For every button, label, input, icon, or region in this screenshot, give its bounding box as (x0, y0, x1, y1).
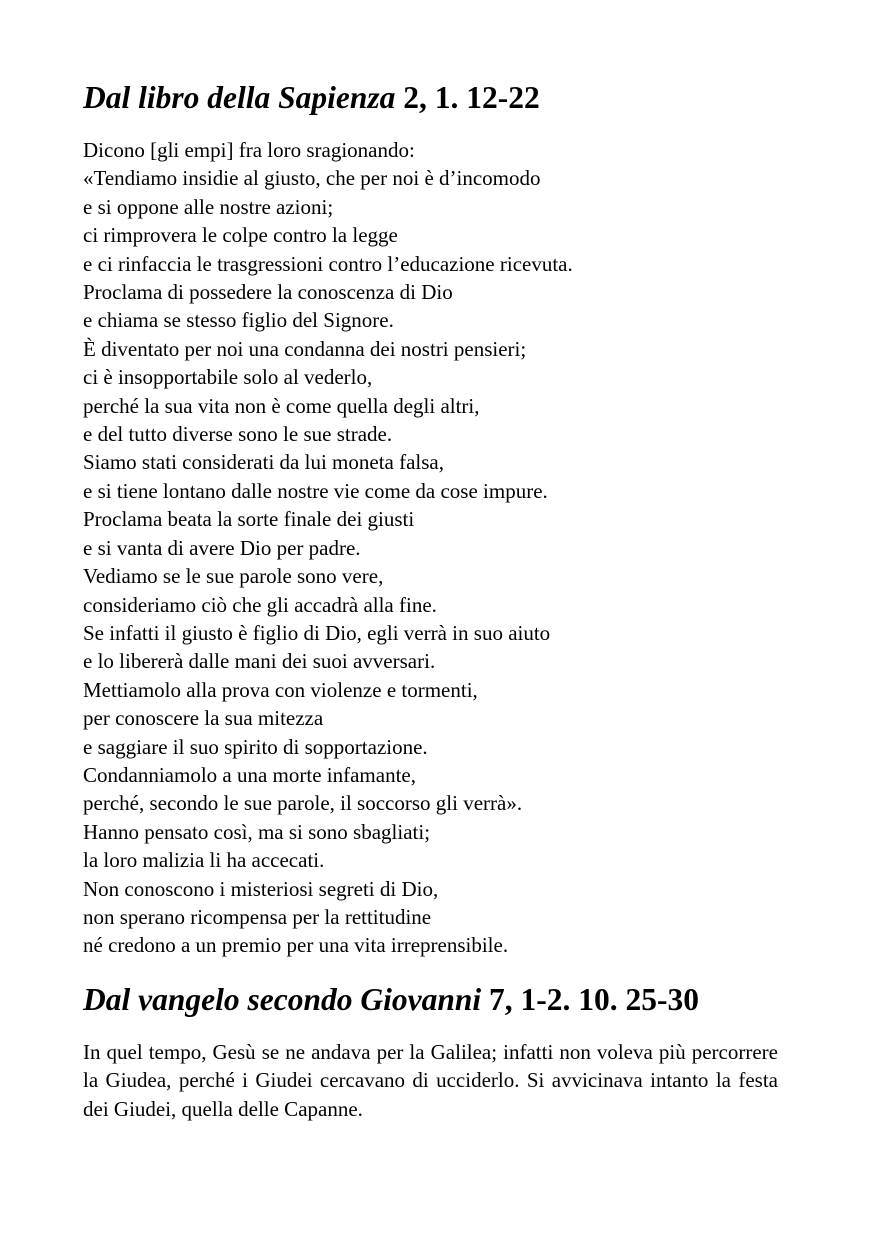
verse-line: né credono a un premio per una vita irreprensibile. (83, 933, 509, 958)
verse-line: Dicono [gli empi] fra loro sragionando: (83, 138, 415, 162)
verse-line: Mettiamolo alla prova con violenze e tormenti, (83, 677, 478, 702)
verse-line: e saggiare il suo spirito di sopportazione. (83, 734, 428, 759)
reading-2-book: Dal vangelo secondo Giovanni (83, 981, 482, 1017)
verse-line: Condanniamolo a una morte infamante, (83, 762, 416, 787)
verse-line: e si oppone alle nostre azioni; (83, 194, 334, 219)
verse-line: e del tutto diverse sono le sue strade. (83, 422, 393, 447)
reading-1-book: Dal libro della Sapienza (83, 80, 396, 115)
verse-line: ci è insopportabile solo al vederlo, (83, 365, 373, 390)
verse-line: e si vanta di avere Dio per padre. (83, 535, 361, 560)
verse-line: Hanno pensato così, ma si sono sbagliati; (83, 819, 431, 844)
reading-2-text: In quel tempo, Gesù se ne andava per la Galilea; infatti non voleva più percorrere la Giudea, perché i Giudei cercavano di ucciderlo. Si avvicinava intanto la festa dei Giudei, quella delle Capanne. (83, 1039, 778, 1121)
verse-line: consideriamo ciò che gli accadrà alla fine. (83, 592, 437, 617)
reading-2-heading (83, 982, 778, 1018)
reading-1-heading (83, 80, 778, 116)
verse-line: non sperano ricompensa per la rettitudine (83, 904, 432, 929)
verse-line: per conoscere la sua mitezza (83, 706, 324, 731)
verse-line: e chiama se stesso figlio del Signore. (83, 308, 394, 333)
verse-line: la loro malizia li ha accecati. (83, 848, 325, 873)
verse-line: ci rimprovera le colpe contro la legge (83, 223, 398, 248)
reading-1-text (83, 136, 778, 960)
verse-line: Proclama di possedere la conoscenza di Dio (83, 280, 453, 305)
verse-line: e lo libererà dalle mani dei suoi avversari. (83, 649, 436, 674)
reading-2-reference: 7, 1-2. 10. 25-30 (481, 981, 699, 1017)
verse-line: e si tiene lontano dalle nostre vie come da cose impure. (83, 478, 548, 503)
verse-line: Vediamo se le sue parole sono vere, (83, 564, 384, 589)
verse-line: Se infatti il giusto è figlio di Dio, egli verrà in suo aiuto (83, 620, 551, 645)
verse-line: Non conoscono i misteriosi segreti di Dio, (83, 876, 439, 901)
verse-line: Proclama beata la sorte finale dei giusti (83, 507, 415, 532)
reading-1-reference: 2, 1. 12-22 (395, 80, 540, 115)
verse-line: perché, secondo le sue parole, il soccorso gli verrà». (83, 791, 523, 816)
verse-line: È diventato per noi una condanna dei nostri pensieri; (83, 336, 527, 361)
verse-line: Siamo stati considerati da lui moneta falsa, (83, 450, 444, 475)
verse-line: perché la sua vita non è come quella degli altri, (83, 393, 480, 418)
verse-line: e ci rinfaccia le trasgressioni contro l’educazione ricevuta. (83, 251, 573, 276)
document-page (83, 80, 778, 1123)
verse-line: «Tendiamo insidie al giusto, che per noi è d’incomodo (83, 166, 541, 191)
